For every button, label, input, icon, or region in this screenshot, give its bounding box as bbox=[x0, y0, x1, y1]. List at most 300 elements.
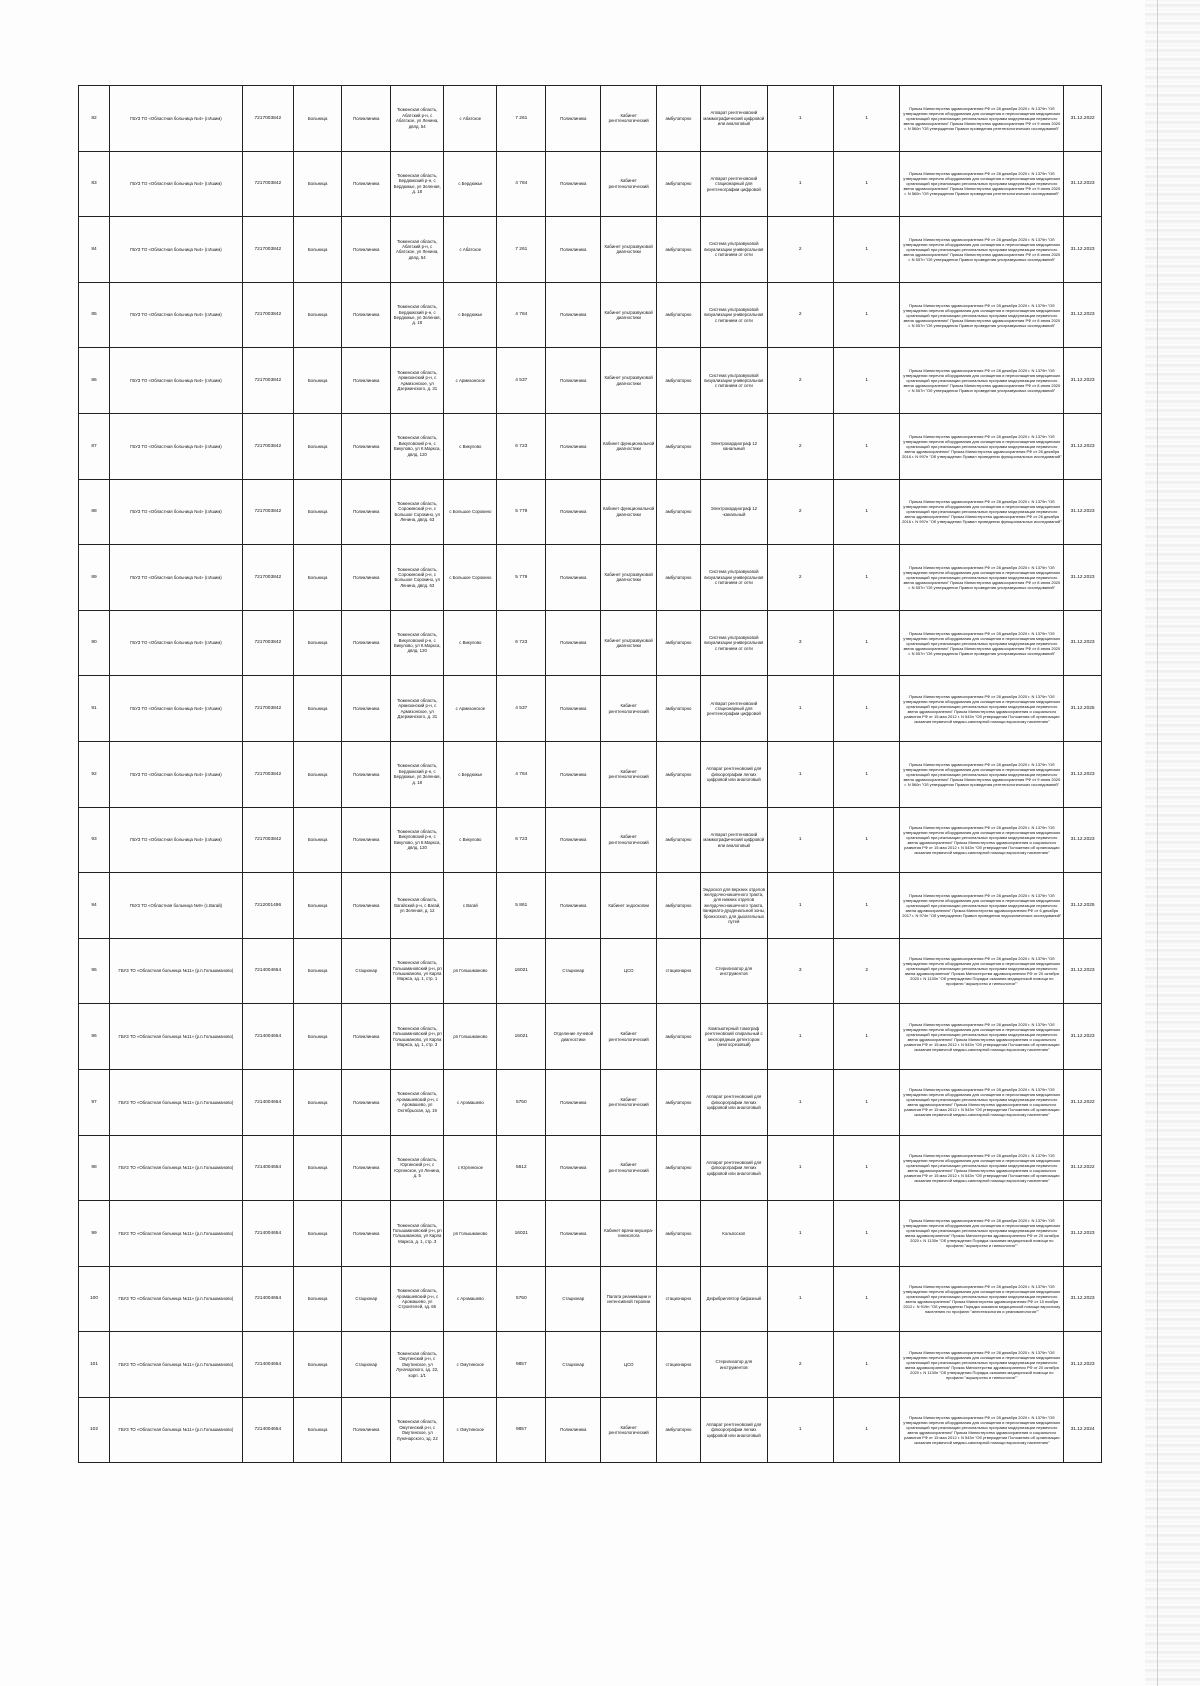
organization-name-cell: ГБУЗ ТО «Областная больница №9» (с.Вагай) bbox=[109, 873, 242, 939]
cabinet-cell: Кабинет рентгенологический bbox=[601, 807, 656, 873]
unit-type-cell: Поликлиника bbox=[342, 873, 391, 939]
norm-quantity-cell: 2 bbox=[767, 479, 833, 545]
legal-basis-cell: Приказ Министерства здравоохранения РФ от 28 декабря 2020 г. N 1379н "Об утверждении перечня оборудования для оснащения и переоснащения медицинских организаций при реализации региональных программ модернизации первичного звена здравоохранения" Приказ Министерства здравоохранения и социального развития РФ от 15 мая 2012 г. N 543н "Об утверждении Положения об организации оказания первичной медико-санитарной помощи взрослому населению" bbox=[900, 1135, 1064, 1201]
organization-name-cell: ГБУЗ ТО «Областная больница №4» (г.Ишим) bbox=[109, 479, 242, 545]
subdivision-cell: Стационар bbox=[546, 1332, 601, 1398]
row-number-cell: 90 bbox=[79, 610, 110, 676]
required-quantity-cell: 1 bbox=[833, 873, 899, 939]
address-cell: Тюменская область, Бердюжский р-н, с Бердюжье, ул Зеленая, д. 18 bbox=[391, 282, 444, 348]
care-mode-cell: амбулаторно bbox=[656, 545, 700, 611]
population-cell: 6 723 bbox=[497, 610, 546, 676]
table-row bbox=[79, 1201, 1102, 1267]
equipment-name-cell: Система ультразвуковой визуализации универсальная с питанием от сети bbox=[701, 282, 767, 348]
organization-name-cell: ГБУЗ ТО «Областная больница №11» (р.п.Голышманово) bbox=[109, 1266, 242, 1332]
facility-type-cell: Больница bbox=[293, 1004, 342, 1070]
table-row bbox=[79, 151, 1102, 217]
address-cell: Тюменская область, Аромашевский р-н, с Аромашево, ул Октябрьская, зд. 19 bbox=[391, 1069, 444, 1135]
norm-quantity-cell: 2 bbox=[767, 1332, 833, 1398]
row-number-cell: 88 bbox=[79, 479, 110, 545]
cabinet-cell: Кабинет ультразвуковой диагностики bbox=[601, 348, 656, 414]
locality-cell: с Армизонское bbox=[444, 676, 497, 742]
required-quantity-cell: 1 bbox=[833, 807, 899, 873]
legal-basis-cell: Приказ Министерства здравоохранения РФ от 28 декабря 2020 г. N 1379н "Об утверждении перечня оборудования для оснащения и переоснащения медицинских организаций при реализации региональных программ модернизации первичного звена здравоохранения" Приказ Министерства здравоохранения РФ от 8 июня 2020 г. N 557н "Об утверждении Правил проведения ультразвуковых исследований" bbox=[900, 282, 1064, 348]
cabinet-cell: Кабинет рентгенологический bbox=[601, 741, 656, 807]
norm-quantity-cell: 1 bbox=[767, 1135, 833, 1201]
deadline-date-cell: 31.12.2023 bbox=[1064, 479, 1102, 545]
locality-cell: с Бердюжье bbox=[444, 282, 497, 348]
norm-quantity-cell: 2 bbox=[767, 217, 833, 283]
population-cell: 9857 bbox=[497, 1397, 546, 1463]
row-number-cell: 99 bbox=[79, 1201, 110, 1267]
care-mode-cell: амбулаторно bbox=[656, 610, 700, 676]
unit-type-cell: Поликлиника bbox=[342, 413, 391, 479]
equipment-name-cell: Система ультразвуковой визуализации универсальная с питанием от сети bbox=[701, 610, 767, 676]
locality-cell: с Армизонское bbox=[444, 348, 497, 414]
deadline-date-cell: 31.12.2024 bbox=[1064, 1397, 1102, 1463]
required-quantity-cell: 1 bbox=[833, 348, 899, 414]
care-mode-cell: амбулаторно bbox=[656, 807, 700, 873]
required-quantity-cell: 1 bbox=[833, 1135, 899, 1201]
unit-type-cell: Поликлиника bbox=[342, 610, 391, 676]
cabinet-cell: Кабинет ультразвуковой диагностики bbox=[601, 282, 656, 348]
required-quantity-cell: 1 bbox=[833, 86, 899, 152]
legal-basis-cell: Приказ Министерства здравоохранения РФ от 28 декабря 2020 г. N 1379н "Об утверждении перечня оборудования для оснащения и переоснащения медицинских организаций при реализации региональных программ модернизации первичного звена здравоохранения" Приказ Министерства здравоохранения и социального развития РФ от 15 мая 2012 г. N 543н "Об утверждении Положения об организации оказания первичной медико-санитарной помощи взрослому населению" bbox=[900, 807, 1064, 873]
required-quantity-cell: 1 bbox=[833, 413, 899, 479]
facility-type-cell: Больница bbox=[293, 938, 342, 1004]
subdivision-cell: Поликлиника bbox=[546, 348, 601, 414]
equipment-name-cell: Кольпоскоп bbox=[701, 1201, 767, 1267]
locality-cell: рп Голышманово bbox=[444, 938, 497, 1004]
equipment-name-cell: Система ультразвуковой визуализации универсальная с питанием от сети bbox=[701, 545, 767, 611]
norm-quantity-cell: 1 bbox=[767, 151, 833, 217]
table-row bbox=[79, 676, 1102, 742]
organization-name-cell: ГБУЗ ТО «Областная больница №11» (р.п.Голышманово) bbox=[109, 938, 242, 1004]
table-row bbox=[79, 1332, 1102, 1398]
locality-cell: рп Голышманово bbox=[444, 1004, 497, 1070]
locality-cell: с Большое Сорокино bbox=[444, 545, 497, 611]
required-quantity-cell: 1 bbox=[833, 151, 899, 217]
deadline-date-cell: 31.12.2022 bbox=[1064, 1135, 1102, 1201]
inn-code-cell: 7214004654 bbox=[242, 1069, 293, 1135]
population-cell: 5750 bbox=[497, 1069, 546, 1135]
care-mode-cell: амбулаторно bbox=[656, 479, 700, 545]
locality-cell: с Юргинское bbox=[444, 1135, 497, 1201]
organization-name-cell: ГБУЗ ТО «Областная больница №11» (р.п.Голышманово) bbox=[109, 1397, 242, 1463]
table-row bbox=[79, 217, 1102, 283]
facility-type-cell: Больница bbox=[293, 807, 342, 873]
equipment-name-cell: Стерилизатор для инструментов bbox=[701, 938, 767, 1004]
address-cell: Тюменская область, Бердюжский р-н, с Бердюжье, ул Зеленая, д. 18 bbox=[391, 151, 444, 217]
row-number-cell: 97 bbox=[79, 1069, 110, 1135]
locality-cell: с Абатское bbox=[444, 217, 497, 283]
facility-type-cell: Больница bbox=[293, 151, 342, 217]
care-mode-cell: амбулаторно bbox=[656, 741, 700, 807]
legal-basis-cell: Приказ Министерства здравоохранения РФ от 28 декабря 2020 г. N 1379н "Об утверждении перечня оборудования для оснащения и переоснащения медицинских организаций при реализации региональных программ модернизации первичного звена здравоохранения" Приказ Министерства здравоохранения РФ от 6 декабря 2017 г. N 974н "Об утверждении Правил проведения эндоскопических исследований" bbox=[900, 873, 1064, 939]
population-cell: 6 723 bbox=[497, 807, 546, 873]
care-mode-cell: амбулаторно bbox=[656, 1004, 700, 1070]
subdivision-cell: Поликлиника bbox=[546, 1135, 601, 1201]
address-cell: Тюменская область, Сорокинский р-н, с Большое Сорокино, ул Ленина, двлд. 63 bbox=[391, 479, 444, 545]
deadline-date-cell: 31.12.2023 bbox=[1064, 1201, 1102, 1267]
subdivision-cell: Отделение лучевой диагностики bbox=[546, 1004, 601, 1070]
facility-type-cell: Больница bbox=[293, 545, 342, 611]
address-cell: Тюменская область, Голышмановский р-н, рп Голышманово, ул Карла Маркса, зд. 1, стр. 3 bbox=[391, 1004, 444, 1070]
subdivision-cell: Поликлиника bbox=[546, 1397, 601, 1463]
row-number-cell: 100 bbox=[79, 1266, 110, 1332]
required-quantity-cell: 1 bbox=[833, 479, 899, 545]
facility-type-cell: Больница bbox=[293, 1266, 342, 1332]
subdivision-cell: Поликлиника bbox=[546, 676, 601, 742]
required-quantity-cell: 1 bbox=[833, 1332, 899, 1398]
equipment-name-cell: Аппарат рентгеновский для флюорографии легких цифровой или аналоговый bbox=[701, 1135, 767, 1201]
deadline-date-cell: 31.12.2023 bbox=[1064, 151, 1102, 217]
address-cell: Тюменская область, Армизонский р-н, с Армизонское, ул Дзержинского, д. 31 bbox=[391, 348, 444, 414]
population-cell: 5 779 bbox=[497, 479, 546, 545]
care-mode-cell: амбулаторно bbox=[656, 1135, 700, 1201]
organization-name-cell: ГБУЗ ТО «Областная больница №4» (г.Ишим) bbox=[109, 741, 242, 807]
inn-code-cell: 7217003842 bbox=[242, 217, 293, 283]
cabinet-cell: Кабинет рентгенологический bbox=[601, 1069, 656, 1135]
required-quantity-cell: 1 bbox=[833, 282, 899, 348]
deadline-date-cell: 31.12.2023 bbox=[1064, 1004, 1102, 1070]
table-row bbox=[79, 1397, 1102, 1463]
norm-quantity-cell: 1 bbox=[767, 1201, 833, 1267]
organization-name-cell: ГБУЗ ТО «Областная больница №4» (г.Ишим) bbox=[109, 217, 242, 283]
row-number-cell: 98 bbox=[79, 1135, 110, 1201]
inn-code-cell: 7217003842 bbox=[242, 348, 293, 414]
locality-cell: с Большое Сорокино bbox=[444, 479, 497, 545]
equipment-name-cell: Система ультразвуковой визуализации универсальная с питанием от сети bbox=[701, 217, 767, 283]
inn-code-cell: 7217003842 bbox=[242, 610, 293, 676]
unit-type-cell: Поликлиника bbox=[342, 282, 391, 348]
required-quantity-cell: 1 bbox=[833, 545, 899, 611]
care-mode-cell: амбулаторно bbox=[656, 151, 700, 217]
organization-name-cell: ГБУЗ ТО «Областная больница №4» (г.Ишим) bbox=[109, 545, 242, 611]
address-cell: Тюменская область, Армизонский р-н, с Армизонское, ул Дзержинского, д. 31 bbox=[391, 676, 444, 742]
deadline-date-cell: 31.12.2023 bbox=[1064, 1332, 1102, 1398]
inn-code-cell: 7214004654 bbox=[242, 1004, 293, 1070]
table-row bbox=[79, 479, 1102, 545]
deadline-date-cell: 31.12.2023 bbox=[1064, 938, 1102, 1004]
inn-code-cell: 7217003842 bbox=[242, 151, 293, 217]
locality-cell: с Викулово bbox=[444, 413, 497, 479]
inn-code-cell: 7217003842 bbox=[242, 676, 293, 742]
address-cell: Тюменская область, Викуловский р-н, с Викулово, ул К.Маркса, двлд. 120 bbox=[391, 807, 444, 873]
care-mode-cell: стационарно bbox=[656, 938, 700, 1004]
population-cell: 5612 bbox=[497, 1135, 546, 1201]
subdivision-cell: Поликлиника bbox=[546, 151, 601, 217]
organization-name-cell: ГБУЗ ТО «Областная больница №11» (р.п.Голышманово) bbox=[109, 1004, 242, 1070]
equipment-name-cell: Аппарат рентгеновский для флюорографии легких цифровой или аналоговый bbox=[701, 1069, 767, 1135]
facility-type-cell: Больница bbox=[293, 1135, 342, 1201]
legal-basis-cell: Приказ Министерства здравоохранения РФ от 28 декабря 2020 г. N 1379н "Об утверждении перечня оборудования для оснащения и переоснащения медицинских организаций при реализации региональных программ модернизации первичного звена здравоохранения" Приказ Министерства здравоохранения и социального развития РФ от 15 мая 2012 г. N 543н "Об утверждении Положения об организации оказания первичной медико-санитарной помощи взрослому населению" bbox=[900, 676, 1064, 742]
deadline-date-cell: 31.12.2025 bbox=[1064, 873, 1102, 939]
address-cell: Тюменская область, Викуловский р-н, с Викулово, ул К.Маркса, двлд. 120 bbox=[391, 413, 444, 479]
inn-code-cell: 7214004654 bbox=[242, 1266, 293, 1332]
inn-code-cell: 7217003842 bbox=[242, 807, 293, 873]
cabinet-cell: Кабинет врача-акушера-гинеколога bbox=[601, 1201, 656, 1267]
care-mode-cell: амбулаторно bbox=[656, 413, 700, 479]
facility-type-cell: Больница bbox=[293, 1397, 342, 1463]
norm-quantity-cell: 3 bbox=[767, 938, 833, 1004]
locality-cell: с Абатское bbox=[444, 86, 497, 152]
equipment-name-cell: Аппарат рентгеновский для флюорографии легких цифровой или аналоговый bbox=[701, 1397, 767, 1463]
norm-quantity-cell: 1 bbox=[767, 741, 833, 807]
subdivision-cell: Стационар bbox=[546, 938, 601, 1004]
deadline-date-cell: 31.12.2023 bbox=[1064, 413, 1102, 479]
row-number-cell: 85 bbox=[79, 282, 110, 348]
table-row bbox=[79, 741, 1102, 807]
equipment-name-cell: Аппарат рентгеновский маммографический цифровой или аналоговый bbox=[701, 86, 767, 152]
deadline-date-cell: 31.12.2022 bbox=[1064, 86, 1102, 152]
unit-type-cell: Поликлиника bbox=[342, 1135, 391, 1201]
address-cell: Тюменская область, Юргинский р-н, с Юргинское, ул Ленина, д. 5 bbox=[391, 1135, 444, 1201]
locality-cell: с Аромашево bbox=[444, 1266, 497, 1332]
organization-name-cell: ГБУЗ ТО «Областная больница №11» (р.п.Голышманово) bbox=[109, 1135, 242, 1201]
legal-basis-cell: Приказ Министерства здравоохранения РФ от 28 декабря 2020 г. N 1379н "Об утверждении перечня оборудования для оснащения и переоснащения медицинских организаций при реализации региональных программ модернизации первичного звена здравоохранения" Приказ Министерства здравоохранения РФ от 20 октября 2020 г. N 1130н "Об утверждении Порядка оказания медицинской помощи по профилю "акушерство и гинекология"" bbox=[900, 1332, 1064, 1398]
unit-type-cell: Поликлиника bbox=[342, 1201, 391, 1267]
subdivision-cell: Поликлиника bbox=[546, 282, 601, 348]
row-number-cell: 84 bbox=[79, 217, 110, 283]
population-cell: 7 261 bbox=[497, 217, 546, 283]
organization-name-cell: ГБУЗ ТО «Областная больница №4» (г.Ишим) bbox=[109, 151, 242, 217]
unit-type-cell: Поликлиника bbox=[342, 1069, 391, 1135]
locality-cell: рп Голышманово bbox=[444, 1201, 497, 1267]
organization-name-cell: ГБУЗ ТО «Областная больница №11» (р.п.Голышманово) bbox=[109, 1201, 242, 1267]
table-body bbox=[79, 86, 1102, 1463]
unit-type-cell: Поликлиника bbox=[342, 1397, 391, 1463]
address-cell: Тюменская область, Вагайский р-н, с Вагай, ул Зеленая, д. 12 bbox=[391, 873, 444, 939]
deadline-date-cell: 31.12.2025 bbox=[1064, 676, 1102, 742]
care-mode-cell: амбулаторно bbox=[656, 1397, 700, 1463]
cabinet-cell: Кабинет эндоскопии bbox=[601, 873, 656, 939]
population-cell: 5750 bbox=[497, 1266, 546, 1332]
care-mode-cell: амбулаторно bbox=[656, 86, 700, 152]
facility-type-cell: Больница bbox=[293, 413, 342, 479]
subdivision-cell: Поликлиника bbox=[546, 479, 601, 545]
equipment-name-cell: Аппарат рентгеновский маммографический цифровой или аналоговый bbox=[701, 807, 767, 873]
row-number-cell: 101 bbox=[79, 1332, 110, 1398]
legal-basis-cell: Приказ Министерства здравоохранения РФ от 28 декабря 2020 г. N 1379н "Об утверждении перечня оборудования для оснащения и переоснащения медицинских организаций при реализации региональных программ модернизации первичного звена здравоохранения" Приказ Министерства здравоохранения и социального развития РФ от 15 мая 2012 г. N 543н "Об утверждении Положения об организации оказания первичной медико-санитарной помощи взрослому населению" bbox=[900, 1004, 1064, 1070]
subdivision-cell: Поликлиника bbox=[546, 217, 601, 283]
subdivision-cell: Поликлиника bbox=[546, 545, 601, 611]
legal-basis-cell: Приказ Министерства здравоохранения РФ от 28 декабря 2020 г. N 1379н "Об утверждении перечня оборудования для оснащения и переоснащения медицинских организаций при реализации региональных программ модернизации первичного звена здравоохранения" Приказ Министерства здравоохранения РФ от 15 ноября 2012 г. N 919н "Об утверждении Порядка оказания медицинской помощи взрослому населению по профилю "анестезиология и реаниматология"" bbox=[900, 1266, 1064, 1332]
population-cell: 16021 bbox=[497, 1004, 546, 1070]
required-quantity-cell: 1 bbox=[833, 741, 899, 807]
subdivision-cell: Поликлиника bbox=[546, 413, 601, 479]
cabinet-cell: Кабинет рентгенологический bbox=[601, 1004, 656, 1070]
address-cell: Тюменская область, Викуловский р-н, с Викулово, ул К.Маркса, двлд. 120 bbox=[391, 610, 444, 676]
legal-basis-cell: Приказ Министерства здравоохранения РФ от 28 декабря 2020 г. N 1379н "Об утверждении перечня оборудования для оснащения и переоснащения медицинских организаций при реализации региональных программ модернизации первичного звена здравоохранения" Приказ Министерства здравоохранения РФ от 26 декабря 2016 г. N 997н "Об утверждении Правил проведения функциональных исследований" bbox=[900, 413, 1064, 479]
required-quantity-cell: 1 bbox=[833, 1266, 899, 1332]
organization-name-cell: ГБУЗ ТО «Областная больница №11» (р.п.Голышманово) bbox=[109, 1069, 242, 1135]
unit-type-cell: Стационар bbox=[342, 1266, 391, 1332]
required-quantity-cell: 1 bbox=[833, 610, 899, 676]
address-cell: Тюменская область, Бердюжский р-н, с Бердюжье, ул Зеленая, д. 18 bbox=[391, 741, 444, 807]
subdivision-cell: Поликлиника bbox=[546, 873, 601, 939]
table-row bbox=[79, 348, 1102, 414]
deadline-date-cell: 31.12.2023 bbox=[1064, 545, 1102, 611]
norm-quantity-cell: 1 bbox=[767, 86, 833, 152]
table-row bbox=[79, 545, 1102, 611]
care-mode-cell: амбулаторно bbox=[656, 1069, 700, 1135]
population-cell: 16021 bbox=[497, 1201, 546, 1267]
norm-quantity-cell: 2 bbox=[767, 545, 833, 611]
required-quantity-cell: 1 bbox=[833, 676, 899, 742]
row-number-cell: 91 bbox=[79, 676, 110, 742]
equipment-table bbox=[78, 85, 1102, 1463]
locality-cell: с Омутинское bbox=[444, 1332, 497, 1398]
deadline-date-cell: 31.12.2023 bbox=[1064, 807, 1102, 873]
organization-name-cell: ГБУЗ ТО «Областная больница №4» (г.Ишим) bbox=[109, 676, 242, 742]
locality-cell: с Викулово bbox=[444, 610, 497, 676]
facility-type-cell: Больница bbox=[293, 348, 342, 414]
norm-quantity-cell: 1 bbox=[767, 1397, 833, 1463]
legal-basis-cell: Приказ Министерства здравоохранения РФ от 28 декабря 2020 г. N 1379н "Об утверждении перечня оборудования для оснащения и переоснащения медицинских организаций при реализации региональных программ модернизации первичного звена здравоохранения" Приказ Министерства здравоохранения РФ от 9 июня 2020 г. N 560н "Об утверждении Правил проведения рентгенологических исследований" bbox=[900, 86, 1064, 152]
table-row bbox=[79, 86, 1102, 152]
facility-type-cell: Больница bbox=[293, 1069, 342, 1135]
address-cell: Тюменская область, Омутинский р-н, с Омутинское, ул Луначарского, зд. 22, корп. 1/1 bbox=[391, 1332, 444, 1398]
care-mode-cell: амбулаторно bbox=[656, 873, 700, 939]
inn-code-cell: 7217003842 bbox=[242, 741, 293, 807]
deadline-date-cell: 31.12.2023 bbox=[1064, 282, 1102, 348]
inn-code-cell: 7217003842 bbox=[242, 545, 293, 611]
legal-basis-cell: Приказ Министерства здравоохранения РФ от 28 декабря 2020 г. N 1379н "Об утверждении перечня оборудования для оснащения и переоснащения медицинских организаций при реализации региональных программ модернизации первичного звена здравоохранения" Приказ Министерства здравоохранения РФ от 9 июня 2020 г. N 560н "Об утверждении Правил проведения рентгенологических исследований" bbox=[900, 151, 1064, 217]
care-mode-cell: амбулаторно bbox=[656, 217, 700, 283]
organization-name-cell: ГБУЗ ТО «Областная больница №4» (г.Ишим) bbox=[109, 413, 242, 479]
legal-basis-cell: Приказ Министерства здравоохранения РФ от 28 декабря 2020 г. N 1379н "Об утверждении перечня оборудования для оснащения и переоснащения медицинских организаций при реализации региональных программ модернизации первичного звена здравоохранения" Приказ Министерства здравоохранения РФ от 8 июня 2020 г. N 557н "Об утверждении Правил проведения ультразвуковых исследований" bbox=[900, 545, 1064, 611]
deadline-date-cell: 31.12.2023 bbox=[1064, 610, 1102, 676]
legal-basis-cell: Приказ Министерства здравоохранения РФ от 28 декабря 2020 г. N 1379н "Об утверждении перечня оборудования для оснащения и переоснащения медицинских организаций при реализации региональных программ модернизации первичного звена здравоохранения" Приказ Министерства здравоохранения РФ от 8 июня 2020 г. N 557н "Об утверждении Правил проведения ультразвуковых исследований" bbox=[900, 217, 1064, 283]
cabinet-cell: Кабинет ультразвуковой диагностики bbox=[601, 545, 656, 611]
locality-cell: с Аромашево bbox=[444, 1069, 497, 1135]
norm-quantity-cell: 3 bbox=[767, 610, 833, 676]
table-row bbox=[79, 413, 1102, 479]
legal-basis-cell: Приказ Министерства здравоохранения РФ от 28 декабря 2020 г. N 1379н "Об утверждении перечня оборудования для оснащения и переоснащения медицинских организаций при реализации региональных программ модернизации первичного звена здравоохранения" Приказ Министерства здравоохранения и социального развития РФ от 15 мая 2012 г. N 543н "Об утверждении Положения об организации оказания первичной медико-санитарной помощи взрослому населению" bbox=[900, 1069, 1064, 1135]
equipment-name-cell: Дефибриллятор бифазный bbox=[701, 1266, 767, 1332]
facility-type-cell: Больница bbox=[293, 610, 342, 676]
scan-edge-artifact bbox=[1145, 0, 1200, 1686]
population-cell: 6 723 bbox=[497, 413, 546, 479]
facility-type-cell: Больница bbox=[293, 282, 342, 348]
population-cell: 4 537 bbox=[497, 676, 546, 742]
cabinet-cell: Кабинет ультразвуковой диагностики bbox=[601, 610, 656, 676]
equipment-name-cell: Компьютерный томограф рентгеновский спиральный с многорядным детектором (многосрезовый) bbox=[701, 1004, 767, 1070]
inn-code-cell: 7217003842 bbox=[242, 479, 293, 545]
table-row bbox=[79, 1069, 1102, 1135]
table-row bbox=[79, 807, 1102, 873]
required-quantity-cell: 2 bbox=[833, 938, 899, 1004]
locality-cell: с Омутинское bbox=[444, 1397, 497, 1463]
address-cell: Тюменская область, Аромашевский р-н, с Аромашево, ул Строителей, зд. 66 bbox=[391, 1266, 444, 1332]
population-cell: 4 784 bbox=[497, 741, 546, 807]
cabinet-cell: Кабинет рентгенологический bbox=[601, 1135, 656, 1201]
unit-type-cell: Поликлиника bbox=[342, 545, 391, 611]
norm-quantity-cell: 1 bbox=[767, 807, 833, 873]
population-cell: 7 261 bbox=[497, 86, 546, 152]
subdivision-cell: Поликлиника bbox=[546, 807, 601, 873]
equipment-name-cell: Аппарат рентгеновский для флюорографии легких цифровой или аналоговый bbox=[701, 741, 767, 807]
legal-basis-cell: Приказ Министерства здравоохранения РФ от 28 декабря 2020 г. N 1379н "Об утверждении перечня оборудования для оснащения и переоснащения медицинских организаций при реализации региональных программ модернизации первичного звена здравоохранения" Приказ Министерства здравоохранения и социального развития РФ от 15 мая 2012 г. N 543н "Об утверждении Положения об организации оказания первичной медико-санитарной помощи взрослому населению" bbox=[900, 1397, 1064, 1463]
care-mode-cell: амбулаторно bbox=[656, 348, 700, 414]
equipment-name-cell: Стерилизатор для инструментов bbox=[701, 1332, 767, 1398]
table-row bbox=[79, 1266, 1102, 1332]
cabinet-cell: Кабинет рентгенологический bbox=[601, 676, 656, 742]
inn-code-cell: 7217003842 bbox=[242, 86, 293, 152]
legal-basis-cell: Приказ Министерства здравоохранения РФ от 28 декабря 2020 г. N 1379н "Об утверждении перечня оборудования для оснащения и переоснащения медицинских организаций при реализации региональных программ модернизации первичного звена здравоохранения" Приказ Министерства здравоохранения РФ от 20 октября 2020 г. N 1130н "Об утверждении Порядка оказания медицинской помощи по профилю "акушерство и гинекология"" bbox=[900, 938, 1064, 1004]
facility-type-cell: Больница bbox=[293, 217, 342, 283]
inn-code-cell: 7214004654 bbox=[242, 1135, 293, 1201]
table-row bbox=[79, 873, 1102, 939]
cabinet-cell: Кабинет ультразвуковой диагностики bbox=[601, 217, 656, 283]
address-cell: Тюменская область, Голышмановский р-н, рп Голышманово, ул Карла Маркса, д. 1, стр. 3 bbox=[391, 1201, 444, 1267]
unit-type-cell: Поликлиника bbox=[342, 807, 391, 873]
legal-basis-cell: Приказ Министерства здравоохранения РФ от 28 декабря 2020 г. N 1379н "Об утверждении перечня оборудования для оснащения и переоснащения медицинских организаций при реализации региональных программ модернизации первичного звена здравоохранения" Приказ Министерства здравоохранения РФ от 8 июня 2020 г. N 557н "Об утверждении Правил проведения ультразвуковых исследований" bbox=[900, 610, 1064, 676]
required-quantity-cell: 1 bbox=[833, 1201, 899, 1267]
table-row bbox=[79, 610, 1102, 676]
unit-type-cell: Поликлиника bbox=[342, 1004, 391, 1070]
deadline-date-cell: 31.12.2023 bbox=[1064, 348, 1102, 414]
norm-quantity-cell: 1 bbox=[767, 676, 833, 742]
subdivision-cell: Поликлиника bbox=[546, 610, 601, 676]
care-mode-cell: амбулаторно bbox=[656, 1201, 700, 1267]
facility-type-cell: Больница bbox=[293, 1201, 342, 1267]
locality-cell: с Бердюжье bbox=[444, 151, 497, 217]
equipment-name-cell: Аппарат рентгеновский стационарный для рентгенографии цифровой bbox=[701, 151, 767, 217]
care-mode-cell: стационарно bbox=[656, 1332, 700, 1398]
norm-quantity-cell: 1 bbox=[767, 1004, 833, 1070]
unit-type-cell: Поликлиника bbox=[342, 348, 391, 414]
organization-name-cell: ГБУЗ ТО «Областная больница №4» (г.Ишим) bbox=[109, 348, 242, 414]
required-quantity-cell: 1 bbox=[833, 1004, 899, 1070]
legal-basis-cell: Приказ Министерства здравоохранения РФ от 28 декабря 2020 г. N 1379н "Об утверждении перечня оборудования для оснащения и переоснащения медицинских организаций при реализации региональных программ модернизации первичного звена здравоохранения" Приказ Министерства здравоохранения РФ от 20 октября 2020 г. N 1130н "Об утверждении Порядка оказания медицинской помощи по профилю "акушерство и гинекология"" bbox=[900, 1201, 1064, 1267]
organization-name-cell: ГБУЗ ТО «Областная больница №4» (г.Ишим) bbox=[109, 610, 242, 676]
subdivision-cell: Поликлиника bbox=[546, 1201, 601, 1267]
deadline-date-cell: 31.12.2023 bbox=[1064, 217, 1102, 283]
norm-quantity-cell: 1 bbox=[767, 873, 833, 939]
table-row bbox=[79, 938, 1102, 1004]
locality-cell: с Вагай bbox=[444, 873, 497, 939]
required-quantity-cell: 1 bbox=[833, 1069, 899, 1135]
facility-type-cell: Больница bbox=[293, 86, 342, 152]
cabinet-cell: Кабинет рентгенологический bbox=[601, 1397, 656, 1463]
population-cell: 5 861 bbox=[497, 873, 546, 939]
inn-code-cell: 7217003842 bbox=[242, 282, 293, 348]
inn-code-cell: 7214004654 bbox=[242, 1201, 293, 1267]
facility-type-cell: Больница bbox=[293, 1332, 342, 1398]
norm-quantity-cell: 2 bbox=[767, 413, 833, 479]
population-cell: 5 779 bbox=[497, 545, 546, 611]
address-cell: Тюменская область, Омутинский р-н, с Омутинское, ул Луначарского, зд. 22 bbox=[391, 1397, 444, 1463]
legal-basis-cell: Приказ Министерства здравоохранения РФ от 28 декабря 2020 г. N 1379н "Об утверждении перечня оборудования для оснащения и переоснащения медицинских организаций при реализации региональных программ модернизации первичного звена здравоохранения" Приказ Министерства здравоохранения РФ от 26 декабря 2016 г. N 997н "Об утверждении Правил проведения функциональных исследований" bbox=[900, 479, 1064, 545]
address-cell: Тюменская область, Голышмановский р-н, рп Голышманово, ул Карла Маркса, зд. 1, стр. 1 bbox=[391, 938, 444, 1004]
subdivision-cell: Поликлиника bbox=[546, 86, 601, 152]
inn-code-cell: 7217003842 bbox=[242, 413, 293, 479]
locality-cell: с Бердюжье bbox=[444, 741, 497, 807]
row-number-cell: 86 bbox=[79, 348, 110, 414]
unit-type-cell: Стационар bbox=[342, 938, 391, 1004]
facility-type-cell: Больница bbox=[293, 873, 342, 939]
equipment-name-cell: Электрокардиограф 12 -канальный bbox=[701, 479, 767, 545]
equipment-name-cell: Аппарат рентгеновский стационарный для рентгенографии цифровой bbox=[701, 676, 767, 742]
legal-basis-cell: Приказ Министерства здравоохранения РФ от 28 декабря 2020 г. N 1379н "Об утверждении перечня оборудования для оснащения и переоснащения медицинских организаций при реализации региональных программ модернизации первичного звена здравоохранения" Приказ Министерства здравоохранения РФ от 8 июня 2020 г. N 557н "Об утверждении Правил проведения ультразвуковых исследований" bbox=[900, 348, 1064, 414]
cabinet-cell: ЦСО bbox=[601, 938, 656, 1004]
row-number-cell: 94 bbox=[79, 873, 110, 939]
table-row bbox=[79, 1135, 1102, 1201]
cabinet-cell: Кабинет рентгенологический bbox=[601, 151, 656, 217]
norm-quantity-cell: 2 bbox=[767, 348, 833, 414]
scan-edge-line bbox=[1157, 0, 1158, 1686]
